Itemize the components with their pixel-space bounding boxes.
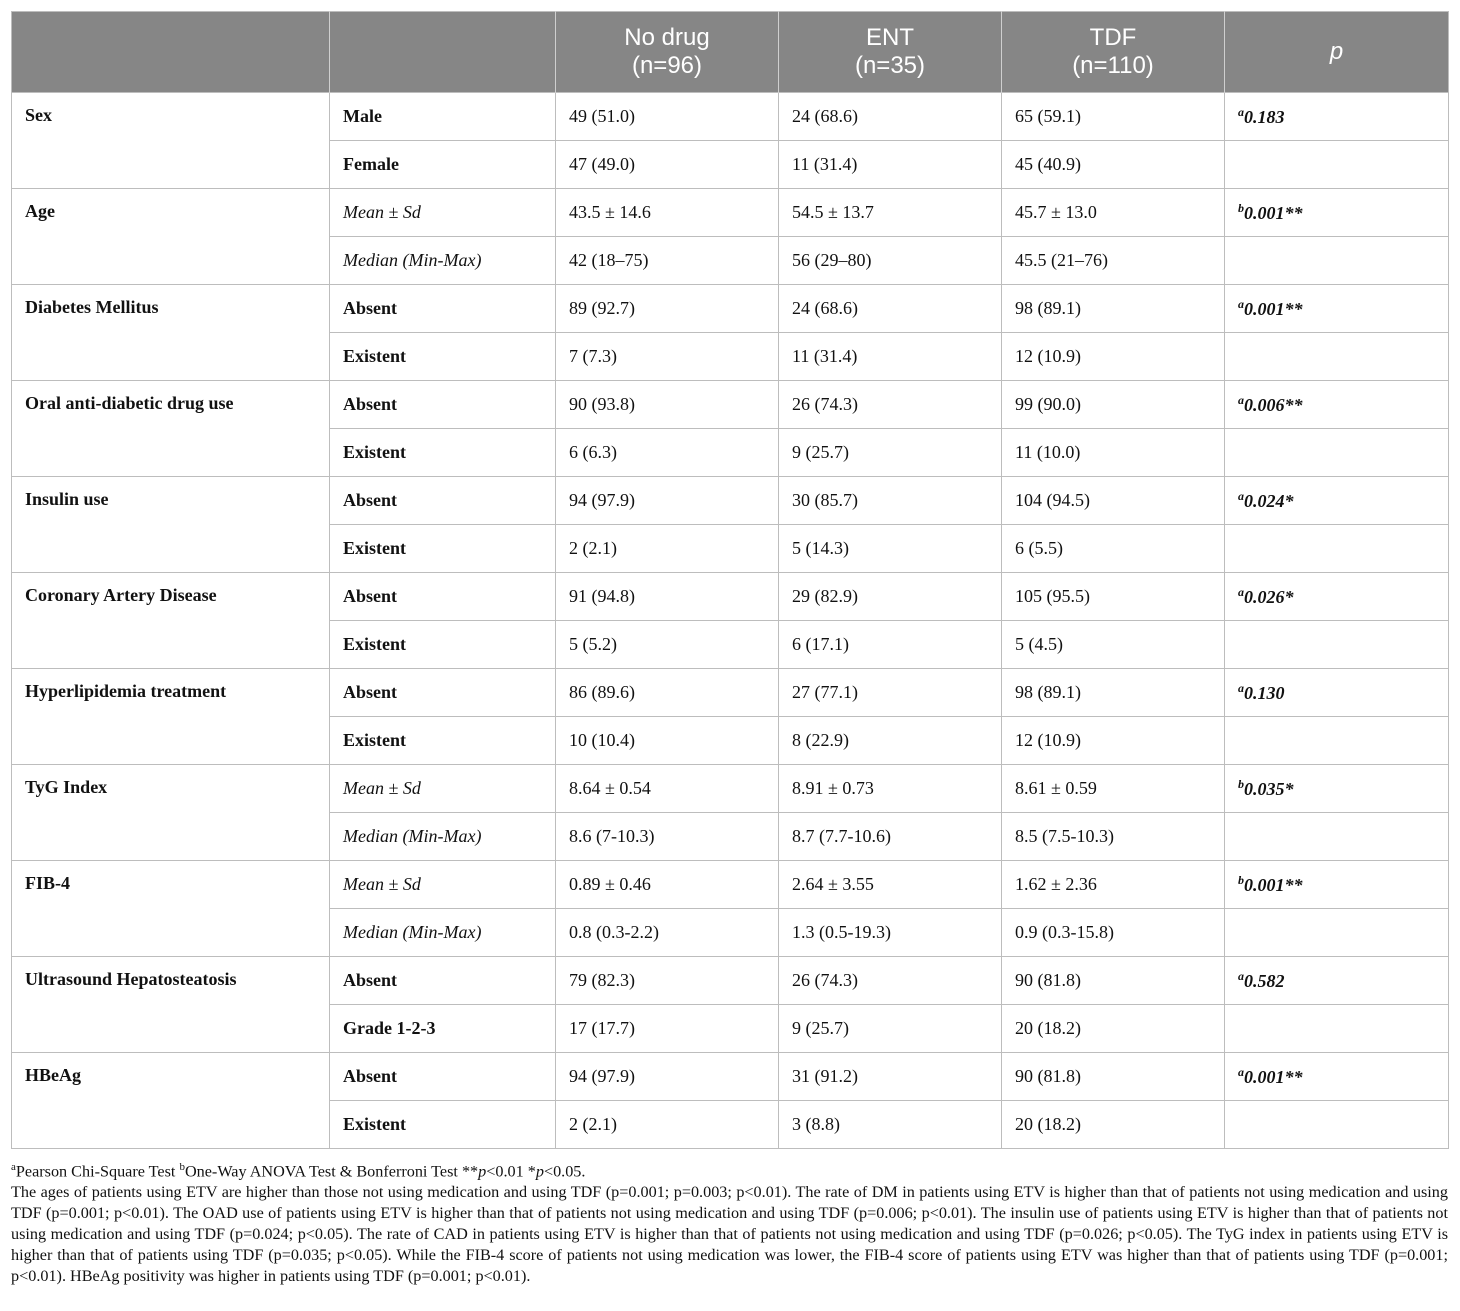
value-cell: 8.91 ± 0.73: [779, 765, 1002, 813]
p-value-cell: [1225, 285, 1449, 333]
value-cell: 8.6 (7-10.3): [556, 813, 779, 861]
p-value-superscript: b: [1238, 777, 1244, 791]
table-row: [12, 765, 1449, 813]
footnote-p1: p: [478, 1162, 487, 1181]
footnote-sig2: <0.05.: [543, 1162, 586, 1181]
table-row: [12, 189, 1449, 237]
value-cell: 45 (40.9): [1002, 141, 1225, 189]
variable-cell: FIB-4: [12, 861, 330, 957]
value-cell: 0.89 ± 0.46: [556, 861, 779, 909]
value-cell: 26 (74.3): [779, 381, 1002, 429]
p-value-superscript: a: [1238, 105, 1244, 119]
p-value-text: 0.001**: [1244, 1067, 1303, 1087]
p-value-superscript: a: [1238, 489, 1244, 503]
value-cell: 91 (94.8): [556, 573, 779, 621]
level-cell: Absent: [330, 477, 556, 525]
p-value-cell: [1225, 237, 1449, 285]
level-cell: Absent: [330, 957, 556, 1005]
p-value-cell: [1225, 861, 1449, 909]
level-cell: Median (Min-Max): [330, 909, 556, 957]
value-cell: 86 (89.6): [556, 669, 779, 717]
value-cell: 12 (10.9): [1002, 333, 1225, 381]
value-cell: 8.7 (7.7-10.6): [779, 813, 1002, 861]
value-cell: 49 (51.0): [556, 93, 779, 141]
value-cell: 99 (90.0): [1002, 381, 1225, 429]
value-cell: 89 (92.7): [556, 285, 779, 333]
value-cell: 20 (18.2): [1002, 1005, 1225, 1053]
value-cell: 26 (74.3): [779, 957, 1002, 1005]
p-value-text: 0.035*: [1244, 779, 1294, 799]
variable-cell: Oral anti-diabetic drug use: [12, 381, 330, 477]
footnote-tests: [11, 1157, 1448, 1182]
p-value-cell: [1225, 189, 1449, 237]
header-group-n: (n=35): [854, 52, 926, 79]
level-cell: Mean ± Sd: [330, 765, 556, 813]
level-cell: Existent: [330, 621, 556, 669]
table-footnotes: [11, 1157, 1448, 1287]
p-value-cell: [1225, 141, 1449, 189]
header-group-no-drug: [556, 12, 779, 93]
level-cell: Median (Min-Max): [330, 237, 556, 285]
value-cell: 0.9 (0.3-15.8): [1002, 909, 1225, 957]
footnote-test-a: Pearson Chi-Square Test: [15, 1162, 180, 1181]
p-value-cell: [1225, 765, 1449, 813]
p-value-superscript: a: [1238, 969, 1244, 983]
value-cell: 104 (94.5): [1002, 477, 1225, 525]
value-cell: 1.3 (0.5-19.3): [779, 909, 1002, 957]
value-cell: 5 (14.3): [779, 525, 1002, 573]
level-cell: Mean ± Sd: [330, 861, 556, 909]
value-cell: 90 (93.8): [556, 381, 779, 429]
p-value-superscript: a: [1238, 297, 1244, 311]
value-cell: 90 (81.8): [1002, 957, 1225, 1005]
level-cell: Existent: [330, 333, 556, 381]
p-value-text: 0.582: [1244, 971, 1285, 991]
table-row: [12, 861, 1449, 909]
value-cell: 5 (5.2): [556, 621, 779, 669]
value-cell: 45.7 ± 13.0: [1002, 189, 1225, 237]
table-container: [11, 11, 1448, 1287]
table-row: [12, 669, 1449, 717]
header-group-n: (n=96): [631, 52, 703, 79]
value-cell: 27 (77.1): [779, 669, 1002, 717]
p-value-cell: [1225, 909, 1449, 957]
p-value-cell: [1225, 717, 1449, 765]
table-body: [12, 93, 1449, 1149]
value-cell: 10 (10.4): [556, 717, 779, 765]
value-cell: 6 (6.3): [556, 429, 779, 477]
value-cell: 5 (4.5): [1002, 621, 1225, 669]
level-cell: Grade 1-2-3: [330, 1005, 556, 1053]
header-p-value: p: [1225, 12, 1449, 93]
variable-cell: Insulin use: [12, 477, 330, 573]
value-cell: 9 (25.7): [779, 1005, 1002, 1053]
level-cell: Male: [330, 93, 556, 141]
data-table: [11, 11, 1449, 1149]
footnote-sig1: <0.01 *: [486, 1162, 536, 1181]
level-cell: Existent: [330, 429, 556, 477]
p-value-text: 0.001**: [1244, 875, 1303, 895]
value-cell: 24 (68.6): [779, 93, 1002, 141]
value-cell: 56 (29–80): [779, 237, 1002, 285]
p-value-cell: [1225, 813, 1449, 861]
variable-cell: HBeAg: [12, 1053, 330, 1149]
p-value-cell: [1225, 621, 1449, 669]
header-group-tdf: [1002, 12, 1225, 93]
value-cell: 90 (81.8): [1002, 1053, 1225, 1101]
value-cell: 94 (97.9): [556, 1053, 779, 1101]
table-row: [12, 93, 1449, 141]
p-value-text: 0.026*: [1244, 587, 1294, 607]
p-value-text: 0.183: [1244, 107, 1285, 127]
level-cell: Female: [330, 141, 556, 189]
table-row: [12, 573, 1449, 621]
table-row: [12, 1053, 1449, 1101]
value-cell: 105 (95.5): [1002, 573, 1225, 621]
variable-cell: Diabetes Mellitus: [12, 285, 330, 381]
header-group-name: TDF: [1089, 24, 1137, 51]
p-value-superscript: b: [1238, 201, 1244, 215]
value-cell: 17 (17.7): [556, 1005, 779, 1053]
header-row: [12, 12, 1449, 93]
p-value-superscript: b: [1238, 873, 1244, 887]
value-cell: 9 (25.7): [779, 429, 1002, 477]
p-value-text: 0.024*: [1244, 491, 1294, 511]
value-cell: 94 (97.9): [556, 477, 779, 525]
header-group-n: (n=110): [1072, 52, 1154, 79]
p-value-superscript: a: [1238, 393, 1244, 407]
value-cell: 24 (68.6): [779, 285, 1002, 333]
value-cell: 6 (5.5): [1002, 525, 1225, 573]
value-cell: 2 (2.1): [556, 1101, 779, 1149]
value-cell: 42 (18–75): [556, 237, 779, 285]
variable-cell: Age: [12, 189, 330, 285]
header-level: [330, 12, 556, 93]
level-cell: Absent: [330, 669, 556, 717]
value-cell: 1.62 ± 2.36: [1002, 861, 1225, 909]
value-cell: 43.5 ± 14.6: [556, 189, 779, 237]
p-value-cell: [1225, 957, 1449, 1005]
value-cell: 47 (49.0): [556, 141, 779, 189]
footnote-sup-a: a: [11, 1161, 16, 1173]
value-cell: 3 (8.8): [779, 1101, 1002, 1149]
table-row: [12, 477, 1449, 525]
level-cell: Mean ± Sd: [330, 189, 556, 237]
value-cell: 79 (82.3): [556, 957, 779, 1005]
footnote-paragraph: The ages of patients using ETV are higher than those not using medication and using TDF (p=0.001; p=0.003; p<0.01). The rate of DM in patients using ETV is higher than that of patients not using medication and using TDF (p=0.001; p<0.01). The OAD use of patients using ETV is higher than that of patients not using medication and using TDF (p=0.006; p<0.01). The insulin use of patients using ETV is higher than that of patients not using medication and using TDF (p=0.024; p<0.05). The rate of CAD in patients using ETV is higher than that of patients not using medication and using TDF (p=0.026; p<0.05). The TyG index in patients using ETV is higher than that of patients using TDF (p=0.035; p<0.05). While the FIB-4 score of patients not using medication was lower, the FIB-4 score of patients using ETV was higher than that of patients using TDF (p=0.001; p<0.01). HBeAg positivity was higher in patients using TDF (p=0.001; p<0.01).: [11, 1183, 1448, 1286]
p-value-text: 0.006**: [1244, 395, 1303, 415]
value-cell: 8.61 ± 0.59: [1002, 765, 1225, 813]
value-cell: 12 (10.9): [1002, 717, 1225, 765]
p-value-text: 0.001**: [1244, 203, 1303, 223]
variable-cell: TyG Index: [12, 765, 330, 861]
footnote-test-b: One-Way ANOVA Test & Bonferroni Test **: [184, 1162, 479, 1181]
value-cell: 54.5 ± 13.7: [779, 189, 1002, 237]
p-value-cell: [1225, 93, 1449, 141]
level-cell: Existent: [330, 1101, 556, 1149]
value-cell: 29 (82.9): [779, 573, 1002, 621]
value-cell: 11 (31.4): [779, 333, 1002, 381]
value-cell: 11 (31.4): [779, 141, 1002, 189]
level-cell: Absent: [330, 573, 556, 621]
p-value-text: 0.001**: [1244, 299, 1303, 319]
p-value-cell: [1225, 1053, 1449, 1101]
level-cell: Absent: [330, 381, 556, 429]
p-value-cell: [1225, 477, 1449, 525]
header-group-ent: [779, 12, 1002, 93]
value-cell: 2 (2.1): [556, 525, 779, 573]
value-cell: 20 (18.2): [1002, 1101, 1225, 1149]
variable-cell: Ultrasound Hepatosteatosis: [12, 957, 330, 1053]
variable-cell: Hyperlipidemia treatment: [12, 669, 330, 765]
value-cell: 65 (59.1): [1002, 93, 1225, 141]
p-value-cell: [1225, 429, 1449, 477]
value-cell: 8.64 ± 0.54: [556, 765, 779, 813]
value-cell: 31 (91.2): [779, 1053, 1002, 1101]
level-cell: Existent: [330, 717, 556, 765]
value-cell: 45.5 (21–76): [1002, 237, 1225, 285]
value-cell: 8 (22.9): [779, 717, 1002, 765]
level-cell: Median (Min-Max): [330, 813, 556, 861]
footnote-sup-b: b: [179, 1161, 185, 1173]
level-cell: Absent: [330, 285, 556, 333]
variable-cell: Sex: [12, 93, 330, 189]
table-row: [12, 285, 1449, 333]
value-cell: 98 (89.1): [1002, 285, 1225, 333]
value-cell: 0.8 (0.3-2.2): [556, 909, 779, 957]
value-cell: 8.5 (7.5-10.3): [1002, 813, 1225, 861]
p-value-superscript: a: [1238, 681, 1244, 695]
table-row: [12, 957, 1449, 1005]
p-value-cell: [1225, 381, 1449, 429]
p-value-cell: [1225, 669, 1449, 717]
value-cell: 7 (7.3): [556, 333, 779, 381]
value-cell: 30 (85.7): [779, 477, 1002, 525]
p-value-superscript: a: [1238, 1065, 1244, 1079]
header-group-name: No drug: [624, 24, 710, 51]
p-value-cell: [1225, 1101, 1449, 1149]
value-cell: 6 (17.1): [779, 621, 1002, 669]
p-value-cell: [1225, 573, 1449, 621]
p-value-text: 0.130: [1244, 683, 1285, 703]
header-variable: [12, 12, 330, 93]
level-cell: Existent: [330, 525, 556, 573]
p-value-superscript: a: [1238, 585, 1244, 599]
value-cell: 11 (10.0): [1002, 429, 1225, 477]
header-group-name: ENT: [866, 24, 914, 51]
level-cell: Absent: [330, 1053, 556, 1101]
table-row: [12, 381, 1449, 429]
value-cell: 98 (89.1): [1002, 669, 1225, 717]
p-value-cell: [1225, 333, 1449, 381]
footnote-p2: p: [535, 1162, 544, 1181]
p-value-cell: [1225, 1005, 1449, 1053]
variable-cell: Coronary Artery Disease: [12, 573, 330, 669]
value-cell: 2.64 ± 3.55: [779, 861, 1002, 909]
p-value-cell: [1225, 525, 1449, 573]
